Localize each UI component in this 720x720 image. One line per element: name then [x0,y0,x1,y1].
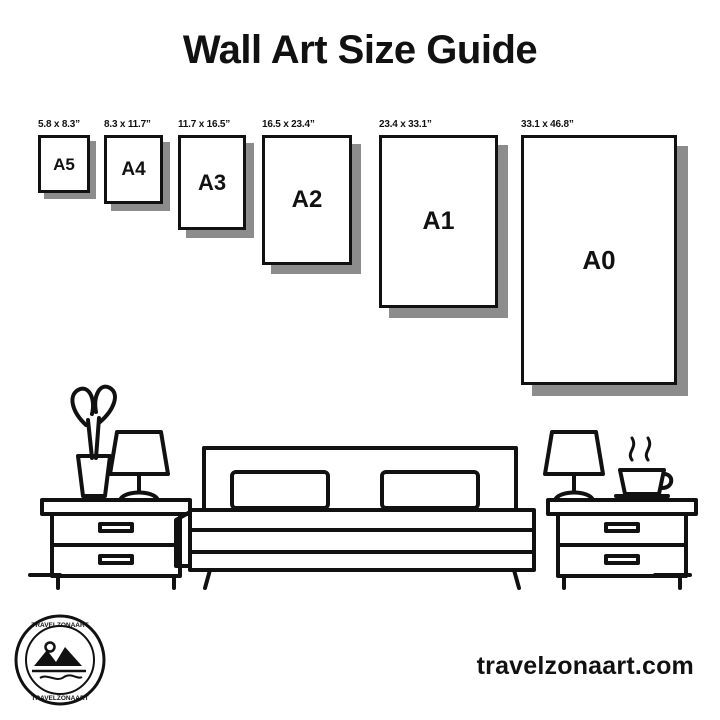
left-table-lamp [110,432,168,500]
bedroom-scene [0,370,720,610]
right-nightstand [548,500,696,588]
frame-dims-a3: 11.7 x 16.5” [178,119,231,130]
frame-label-a1: A1 [422,207,455,235]
frame-dims-a4: 8.3 x 11.7” [104,119,151,130]
frame-a0[interactable] [521,135,677,385]
frame-label-a3: A3 [197,169,227,195]
bed [176,448,534,588]
website-url[interactable]: travelzonaart.com [476,652,694,680]
frame-dims-a0: 33.1 x 46.8” [521,119,574,130]
frame-a1[interactable] [379,135,498,308]
frame-a2[interactable] [262,135,352,265]
coffee-cup [616,438,671,496]
size-chart [0,110,720,400]
frame-label-a0: A0 [582,245,616,275]
frame-dims-a1: 23.4 x 33.1” [379,119,432,130]
frame-group-a0[interactable] [521,119,677,385]
frame-a4[interactable] [104,135,163,204]
logo-text-bottom: TRAVELZONAART [31,695,89,702]
frame-group-a3[interactable] [178,119,246,230]
brand-logo[interactable] [14,614,106,706]
frame-label-a5: A5 [53,154,75,174]
frame-group-a2[interactable] [262,119,352,265]
frame-group-a1[interactable] [379,119,498,308]
frame-group-a5[interactable] [38,119,90,193]
right-table-lamp [545,432,603,500]
frame-label-a2: A2 [291,186,323,213]
frame-group-a4[interactable] [104,119,163,204]
frame-label-a4: A4 [121,159,146,180]
frame-dims-a5: 5.8 x 8.3” [38,119,80,130]
page-title: Wall Art Size Guide [182,28,538,72]
footer [0,600,720,720]
left-nightstand [42,500,190,588]
frame-dims-a2: 16.5 x 23.4” [262,119,315,130]
frame-a5[interactable] [38,135,90,193]
logo-text-top: TRAVELZONAART [31,622,89,629]
frame-a3[interactable] [178,135,246,230]
plant-vase [72,387,115,496]
